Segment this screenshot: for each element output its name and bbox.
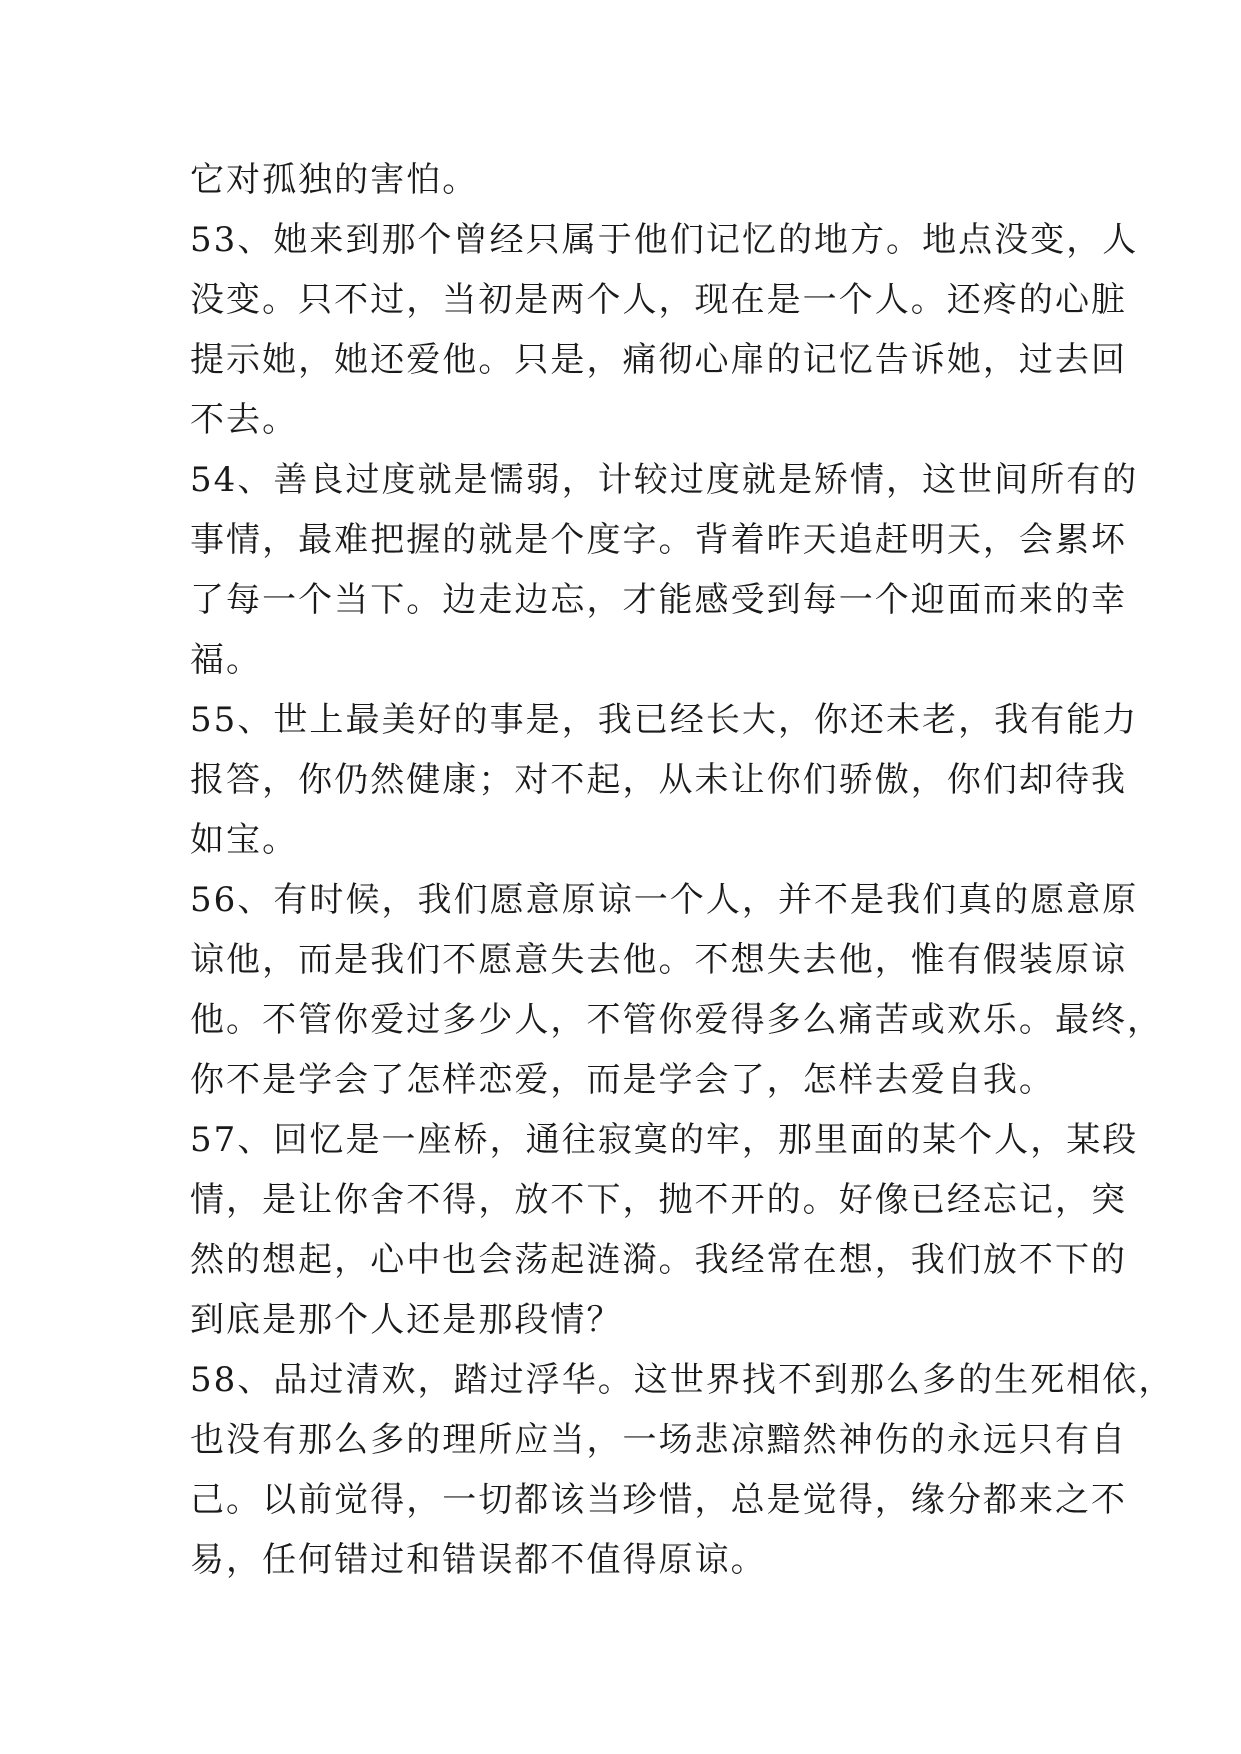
- text-line: 也没有那么多的理所应当，一场悲凉黯然神伤的永远只有自: [190, 1420, 1128, 1460]
- text-line: 他。不管你爱过多少人，不管你爱得多么痛苦或欢乐。最终，: [190, 1000, 1164, 1040]
- text-line: 不去。: [190, 400, 299, 440]
- text-line: 53、她来到那个曾经只属于他们记忆的地方。地点没变，人: [190, 220, 1139, 260]
- text-line: 事情，最难把握的就是个度字。背着昨天追赶明天，会累坏: [190, 520, 1128, 560]
- text-line: 易，任何错过和错误都不值得原谅。: [190, 1540, 767, 1580]
- text-line: 己。以前觉得，一切都该当珍惜，总是觉得，缘分都来之不: [190, 1480, 1128, 1520]
- text-line: 福。: [190, 640, 263, 680]
- text-line: 然的想起，心中也会荡起涟漪。我经常在想，我们放不下的: [190, 1240, 1128, 1280]
- text-line: 它对孤独的害怕。: [190, 160, 479, 200]
- text-line: 56、有时候，我们愿意原谅一个人，并不是我们真的愿意原: [190, 880, 1139, 920]
- text-line: 到底是那个人还是那段情？: [190, 1300, 623, 1340]
- text-line: 54、善良过度就是懦弱，计较过度就是矫情，这世间所有的: [190, 460, 1139, 500]
- text-line: 提示她，她还爱他。只是，痛彻心扉的记忆告诉她，过去回: [190, 340, 1128, 380]
- text-line: 57、回忆是一座桥，通往寂寞的牢，那里面的某个人，某段: [190, 1120, 1139, 1160]
- text-line: 谅他，而是我们不愿意失去他。不想失去他，惟有假装原谅: [190, 940, 1128, 980]
- text-line: 没变。只不过，当初是两个人，现在是一个人。还疼的心脏: [190, 280, 1128, 320]
- text-line: 58、品过清欢，踏过浮华。这世界找不到那么多的生死相依，: [190, 1360, 1175, 1400]
- document-body: [190, 150, 1175, 1590]
- text-line: 情，是让你舍不得，放不下，抛不开的。好像已经忘记，突: [190, 1180, 1128, 1220]
- text-line: 报答，你仍然健康；对不起，从未让你们骄傲，你们却待我: [190, 760, 1128, 800]
- text-line: 了每一个当下。边走边忘，才能感受到每一个迎面而来的幸: [190, 580, 1128, 620]
- text-line: 55、世上最美好的事是，我已经长大，你还未老，我有能力: [190, 700, 1139, 740]
- text-line: 如宝。: [190, 820, 299, 860]
- text-line: 你不是学会了怎样恋爱，而是学会了，怎样去爱自我。: [190, 1060, 1055, 1100]
